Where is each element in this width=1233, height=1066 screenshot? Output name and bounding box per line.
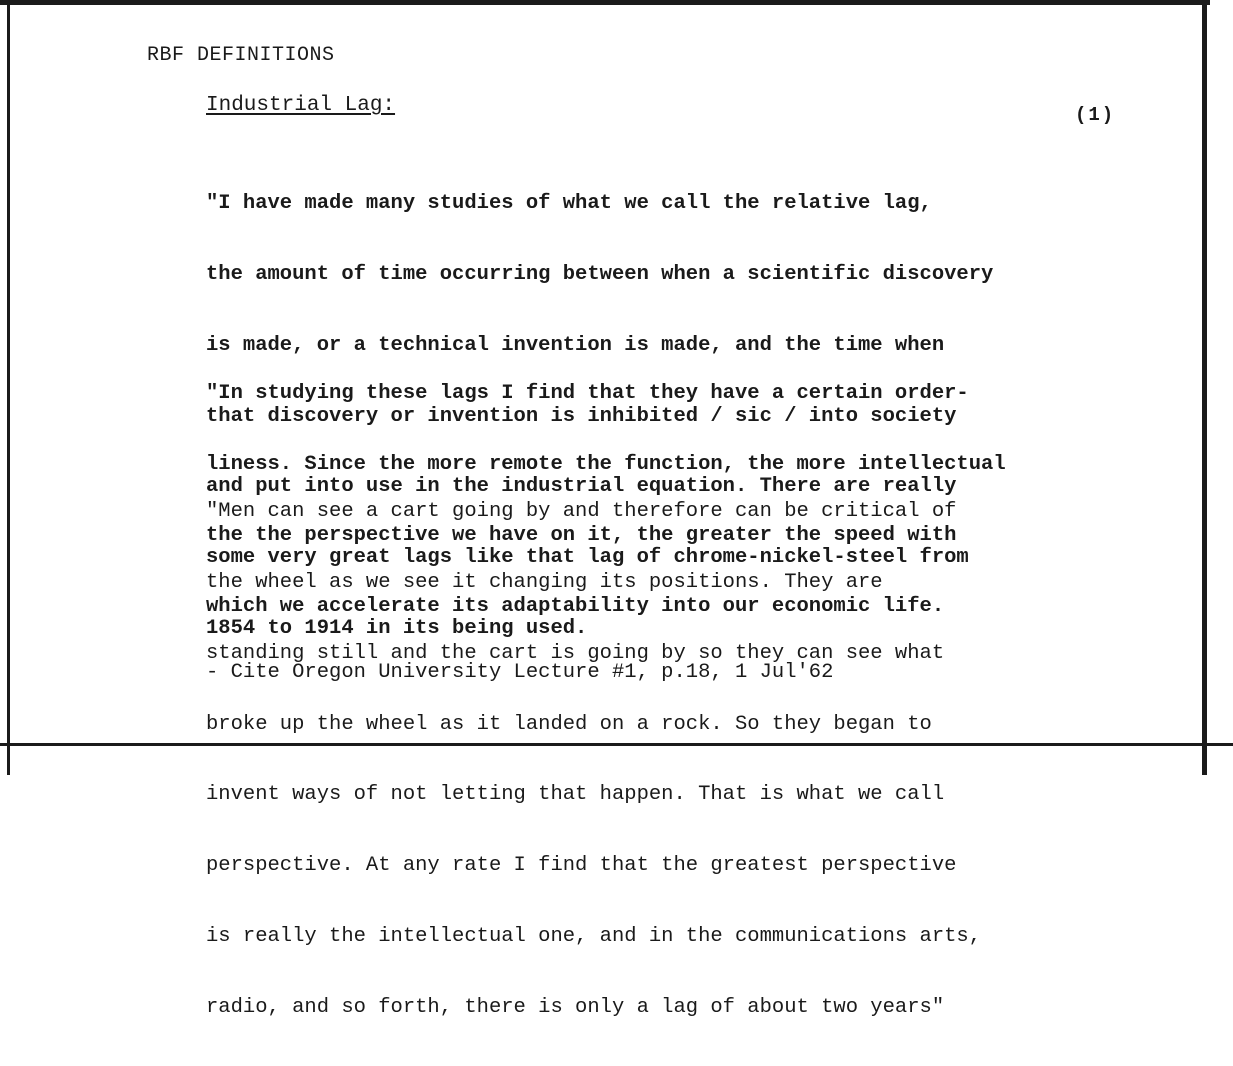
text-line: that discovery or invention is inhibited / sic / into society [206,404,957,428]
text-line: "I have made many studies of what we call the relative lag, [206,192,932,216]
citation: - Cite Oregon University Lecture #1, p.18, 1 Jul'62 [206,661,834,684]
text-line: 1854 to 1914 in its being used. [206,616,588,640]
text-line: "In studying these lags I find that they have a certain order- [206,382,969,406]
document-header: RBF DEFINITIONS [147,44,335,67]
text-line: standing still and the cart is going by so they can see what [206,641,945,665]
text-line: is really the intellectual one, and in the communications arts, [206,924,982,948]
text-line: the wheel as we see it changing its positions. They are [206,570,883,594]
top-border [0,0,1210,5]
text-line: the amount of time occurring between when a scientific discovery [206,262,994,286]
term-heading: Industrial Lag: [206,94,396,117]
text-line: some very great lags like that lag of chrome-nickel-steel from [206,546,969,570]
text-line: perspective. At any rate I find that the greatest perspective [206,854,957,878]
text-line: broke up the wheel as it landed on a rock. So they began to [206,712,932,736]
page-number: (1) [1075,104,1116,126]
text-line: invent ways of not letting that happen. That is what we call [206,783,945,807]
text-line: the the perspective we have on it, the greater the speed with [206,523,957,547]
text-line: and put into use in the industrial equation. There are really [206,475,957,499]
left-border [7,0,10,775]
text-line: radio, and so forth, there is only a lag of about two years" [206,995,945,1019]
text-line: "Men can see a cart going by and therefore can be critical of [206,500,957,524]
text-line: which we accelerate its adaptability into our economic life. [206,594,945,618]
right-border [1202,0,1207,775]
text-line: liness. Since the more remote the function, the more intellectual [206,452,1006,476]
quote-paragraph-3 [206,453,1146,1066]
text-line: is made, or a technical invention is made, and the time when [206,333,945,357]
